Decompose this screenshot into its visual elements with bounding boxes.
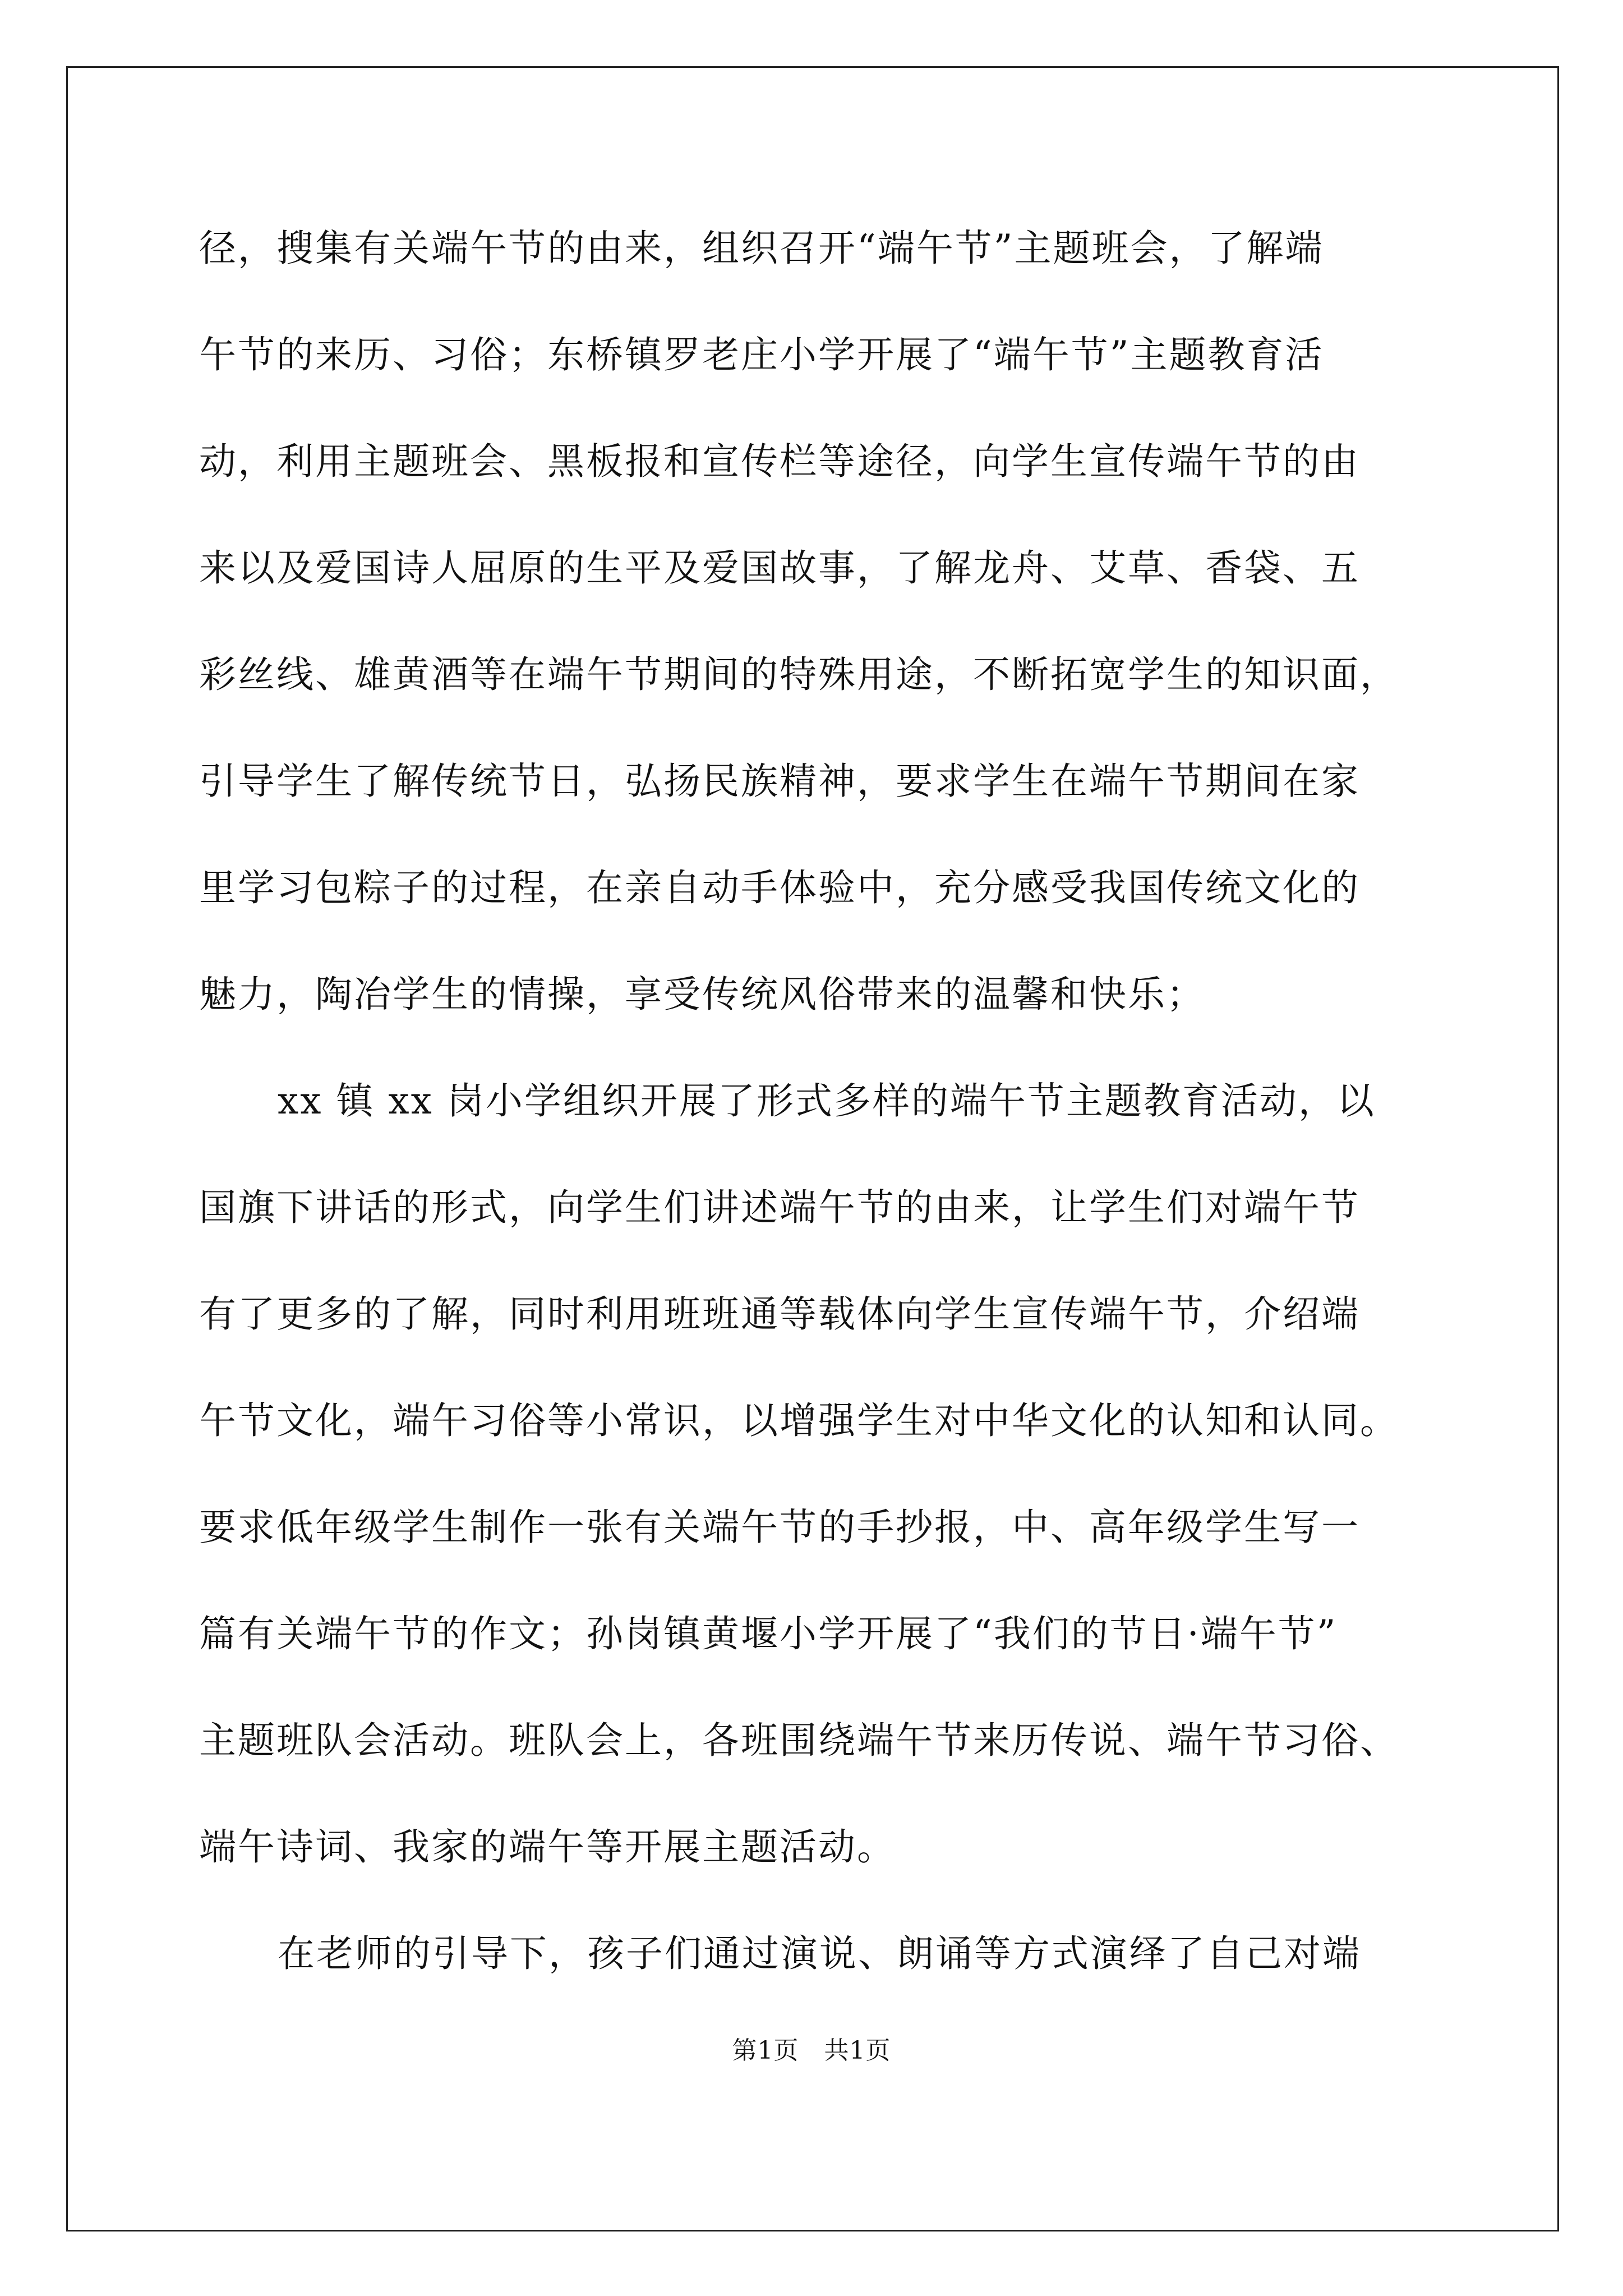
text-line-14: 篇有关端午节的作文；孙岗镇黄堰小学开展了“我们的节日·端午节” <box>199 1612 1338 1655</box>
text-line-12: 午节文化，端午习俗等小常识，以增强学生对中华文化的认知和认同。 <box>199 1399 1399 1442</box>
text-line-15: 主题班队会活动。班队会上，各班围绕端午节来历传说、端午节习俗、 <box>199 1719 1399 1762</box>
text-line-2: 午节的来历、习俗；东桥镇罗老庄小学开展了“端午节”主题教育活 <box>199 333 1324 376</box>
text-line-8: 魅力，陶冶学生的情操，享受传统风俗带来的温馨和快乐； <box>199 973 1205 1016</box>
text-line-5: 彩丝线、雄黄酒等在端午节期间的特殊用途，不断拓宽学生的知识面， <box>199 653 1399 696</box>
text-line-10: 国旗下讲话的形式，向学生们讲述端午节的由来，让学生们对端午节 <box>199 1186 1360 1229</box>
text-line-13: 要求低年级学生制作一张有关端午节的手抄报，中、高年级学生写一 <box>199 1506 1360 1549</box>
text-line-16: 端午诗词、我家的端午等开展主题活动。 <box>199 1825 896 1869</box>
text-line-7: 里学习包粽子的过程，在亲自动手体验中，充分感受我国传统文化的 <box>199 866 1360 909</box>
text-line-3: 动，利用主题班会、黑板报和宣传栏等途径，向学生宣传端午节的由 <box>199 440 1360 483</box>
paragraph-start-line: xx 镇 xx 岗小学组织开展了形式多样的端午节主题教育活动，以 <box>278 1079 1376 1122</box>
text-line-4: 来以及爱国诗人屈原的生平及爱国故事，了解龙舟、艾草、香袋、五 <box>199 546 1360 590</box>
text-line-11: 有了更多的了解，同时利用班班通等载体向学生宣传端午节，介绍端 <box>199 1292 1360 1336</box>
text-line-1: 径，搜集有关端午节的由来，组织召开“端午节”主题班会，了解端 <box>199 227 1324 270</box>
page-border <box>66 66 1559 2231</box>
page-number-footer: 第1页 共1页 <box>732 2036 891 2065</box>
text-line-6: 引导学生了解传统节日，弘扬民族精神，要求学生在端午节期间在家 <box>199 760 1360 803</box>
paragraph-start-line-2: 在老师的引导下，孩子们通过演说、朗诵等方式演绎了自己对端 <box>278 1932 1361 1975</box>
